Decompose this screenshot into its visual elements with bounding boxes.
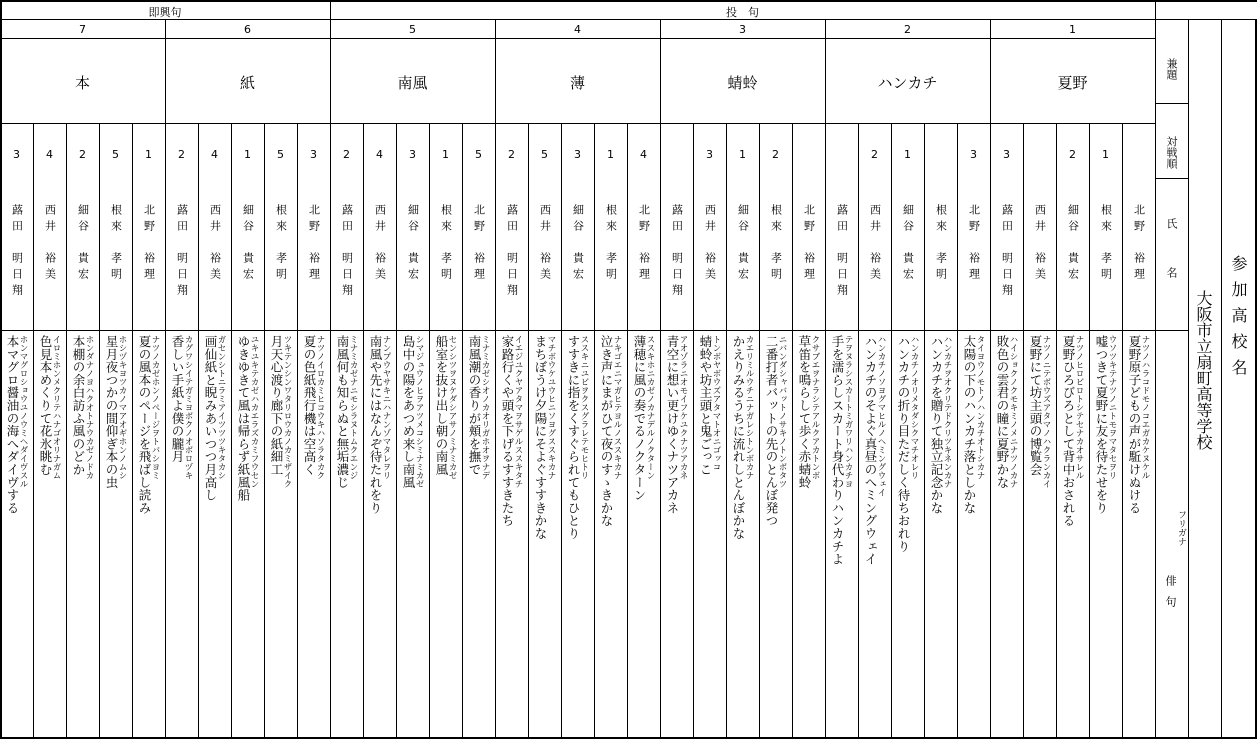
haiku-furigana: ススキニユビヲクスグラレテモヒトリ xyxy=(579,335,589,480)
haiku-furigana: ホンマグロショウユノウミヘダイヴスル xyxy=(18,335,28,488)
haiku-text: 二番打者バットの先のとんぼ発つ xyxy=(764,335,779,527)
haiku-text: 太陽の下のハンカチ落としかな xyxy=(962,335,977,515)
haiku-text: 本マグロ醤油の海へダイヴする xyxy=(5,335,20,515)
member-name: 北野 裕理 xyxy=(967,204,981,284)
haiku-text: まちぼうけ夕陽にそよぐすすきかな xyxy=(533,335,548,540)
grid-line xyxy=(429,123,430,739)
haiku-text: 南風潮の香りが頬を撫で xyxy=(467,335,482,476)
round-number: 1 xyxy=(1069,23,1076,36)
haiku-text: 本棚の余白訪ふ風のどか xyxy=(71,335,86,476)
battle-order: 4 xyxy=(46,148,53,161)
battle-order: 2 xyxy=(343,148,350,161)
grid-line xyxy=(297,123,298,739)
member-name: 西井 裕美 xyxy=(1033,204,1047,284)
grid-line xyxy=(693,123,694,739)
haiku-text: 嘘つきて夏野に友を待たせをり xyxy=(1094,335,1109,515)
battle-order: 3 xyxy=(409,148,416,161)
round-theme: 本 xyxy=(74,74,90,92)
grid-line xyxy=(627,123,628,739)
member-name: 蕗田 明日翔 xyxy=(505,204,519,300)
member-name: 細谷 貴宏 xyxy=(406,204,420,284)
grid-line xyxy=(1155,330,1188,331)
haiku-furigana: ホンダナノヨハクオトナウカゼノドカ xyxy=(84,335,94,480)
grid-line xyxy=(99,123,100,739)
haiku-furigana: ナツノニテボウズアタマノハクランカイ xyxy=(1041,335,1051,488)
grid-line xyxy=(165,19,166,739)
grid-line xyxy=(759,123,760,739)
round-theme: 紙 xyxy=(239,74,255,92)
haiku-furigana: ナツノカゼホンノページヲトバシヨミ xyxy=(150,335,160,480)
member-name: 西井 裕美 xyxy=(208,204,222,284)
member-name: 北野 裕理 xyxy=(1132,204,1146,284)
haiku-text: 香しい手紙よ僕の朧月 xyxy=(170,335,185,463)
grid-line xyxy=(957,123,958,739)
round-theme: ハンカチ xyxy=(877,74,938,92)
taisen-label: 対戦順 xyxy=(1165,136,1178,169)
battle-order: 2 xyxy=(772,148,779,161)
haiku-text: かえりみるうちに流れしとんぼかな xyxy=(731,335,746,540)
battle-order: 3 xyxy=(13,148,20,161)
grid-line xyxy=(924,123,925,739)
haiku-furigana: ホシヅキヨツカノマアオギホンノムシ xyxy=(117,335,127,480)
battle-order: 2 xyxy=(508,148,515,161)
battle-order: 3 xyxy=(1003,148,1010,161)
member-name: 蕗田 明日翔 xyxy=(835,204,849,300)
haiku-text: ハンカチの折り目ただしく待ちおれり xyxy=(896,335,911,553)
school-label: 参加高校名 xyxy=(1229,255,1248,385)
haiku-furigana: ガセンシトニラミアイツツツキタカシ xyxy=(216,335,226,480)
haiku-text: ゆきゆきて風は帰らず紙風船 xyxy=(236,335,251,502)
round-theme: 蜻蛉 xyxy=(727,74,758,92)
grid-line xyxy=(561,123,562,739)
haiku-text: ハンカチのそよぐ真昼のへミングウェイ xyxy=(863,335,878,566)
haiku-text: 草笛を鳴らして歩く赤蜻蛉 xyxy=(797,335,812,489)
haiku-text: 家路行くや頭を下げるすすきたち xyxy=(500,335,515,527)
battle-order: 3 xyxy=(970,148,977,161)
grid-line xyxy=(330,19,331,739)
member-name: 蕗田 明日翔 xyxy=(340,204,354,300)
shimei-label: 氏名 xyxy=(1165,218,1178,316)
battle-order: 5 xyxy=(541,148,548,161)
grid-line xyxy=(0,330,1155,331)
member-name: 根來 孝明 xyxy=(274,204,288,284)
haiku-text: 敗色の雲君の瞳に夏野かな xyxy=(995,335,1010,489)
member-name: 北野 裕理 xyxy=(307,204,321,284)
haiku-furigana: ナツノハラコドモノコエガカケヌケル xyxy=(1140,335,1150,480)
haiku-text: 色見本めくりて花氷眺む xyxy=(38,335,53,476)
grid-line xyxy=(462,123,463,739)
member-name: 根來 孝明 xyxy=(604,204,618,284)
grid-line xyxy=(1023,123,1024,739)
grid-line xyxy=(1122,123,1123,739)
grid-line xyxy=(792,123,793,739)
grid-line xyxy=(264,123,265,739)
battle-order: 2 xyxy=(178,148,185,161)
member-name: 細谷 貴宏 xyxy=(736,204,750,284)
haiku-furigana: タイヨウノモトノハンカチオトシカナ xyxy=(975,335,985,480)
grid-line xyxy=(660,19,661,739)
haiku-furigana: カグワシイテガミヨボクノオボロヅキ xyxy=(183,335,193,480)
haiku-furigana: マチボウケユウヒニソヨグススキカナ xyxy=(546,335,556,480)
member-name: 細谷 貴宏 xyxy=(241,204,255,284)
member-name: 蕗田 明日翔 xyxy=(1000,204,1014,300)
haiku-text: 南風や先にはなんぞ待たれをり xyxy=(368,335,383,515)
member-name: 西井 裕美 xyxy=(703,204,717,284)
round-number: 2 xyxy=(904,23,911,36)
haiku-furigana: シマジュウノヒヲアツメコシミナミカゼ xyxy=(414,335,424,488)
grid-line xyxy=(363,123,364,739)
grid-line xyxy=(0,0,2,739)
battle-order: 1 xyxy=(739,148,746,161)
member-name: 細谷 貴宏 xyxy=(76,204,90,284)
grid-line xyxy=(1056,123,1057,739)
haiku-text: 南風何も知らぬと無垢濃じ xyxy=(335,335,350,489)
member-name: 蕗田 明日翔 xyxy=(670,204,684,300)
grid-line xyxy=(594,123,595,739)
member-name: 西井 裕美 xyxy=(43,204,57,284)
haiku-furigana: ナンプウヤサキニハナンゾマタレヲリ xyxy=(381,335,391,480)
haiku-text: 夏野ひろびろとして背中おされる xyxy=(1061,335,1076,527)
haiku-text: 島中の陽をあつめ来し南風 xyxy=(401,335,416,489)
grid-line xyxy=(891,123,892,739)
furigana-label: フリガナ xyxy=(1176,510,1186,546)
haiku-furigana: ハイショクノクモキミノメニナツノカナ xyxy=(1008,335,1018,488)
member-name: 北野 裕理 xyxy=(142,204,156,284)
haiku-text: 薄穂に風の奏でるノクターン xyxy=(632,335,647,502)
battle-order: 4 xyxy=(211,148,218,161)
round-theme: 南風 xyxy=(397,74,428,92)
grid-line xyxy=(990,19,991,739)
haiku-text: 画仙紙と睨みあいつつ月高し xyxy=(203,335,218,502)
battle-order: 1 xyxy=(1102,148,1109,161)
haiku-furigana: ナツノヒロビロトシテセナカオサレル xyxy=(1074,335,1084,480)
haiku-label: 俳句 xyxy=(1164,575,1177,617)
member-name: 西井 裕美 xyxy=(538,204,552,284)
kendai-label: 兼題 xyxy=(1165,58,1178,80)
battle-order: 3 xyxy=(310,148,317,161)
haiku-furigana: カエリミルウチニナガレシトンボカナ xyxy=(744,335,754,480)
haiku-text: 夏の色紙飛行機は空高く xyxy=(302,335,317,476)
member-name: 根來 孝明 xyxy=(109,204,123,284)
grid-line xyxy=(0,123,1155,124)
grid-line xyxy=(66,123,67,739)
haiku-furigana: テヲヌラシスカートミガワリハンカチヨ xyxy=(843,335,853,488)
grid-line xyxy=(858,123,859,739)
battle-order: 4 xyxy=(376,148,383,161)
member-name: 細谷 貴宏 xyxy=(571,204,585,284)
battle-order: 2 xyxy=(1069,148,1076,161)
haiku-text: ハンカチを贈りて独立記念かな xyxy=(929,335,944,515)
haiku-text: 青空に想い更けゆくナツアカネ xyxy=(665,335,680,515)
haiku-furigana: ナキゴエニマガヒテヨルノススキカナ xyxy=(612,335,622,480)
member-name: 蕗田 明日翔 xyxy=(10,204,24,300)
haiku-text: 星月夜つかの間仰ぎ本の虫 xyxy=(104,335,119,489)
grid-line xyxy=(825,19,826,739)
round-theme: 薄 xyxy=(569,74,585,92)
member-name: 細谷 貴宏 xyxy=(901,204,915,284)
grid-line xyxy=(1221,19,1222,739)
battle-order: 1 xyxy=(442,148,449,161)
member-name: 北野 裕理 xyxy=(637,204,651,284)
member-name: 根來 孝明 xyxy=(934,204,948,284)
sokkyo-label: 即興句 xyxy=(148,6,182,19)
grid-line xyxy=(528,123,529,739)
haiku-text: 手を濡らしスカート身代わりハンカチよ xyxy=(830,335,845,566)
haiku-furigana: アオゾラニオモイフケユクナツアカネ xyxy=(678,335,688,480)
haiku-furigana: センシツヲヌケダシアサノミナミカゼ xyxy=(447,335,457,480)
haiku-furigana: ハンカチノソヨグマヒルノヘミングウェイ xyxy=(876,335,886,497)
member-name: 西井 裕美 xyxy=(868,204,882,284)
grid-line xyxy=(1188,19,1189,739)
battle-order: 1 xyxy=(904,148,911,161)
grid-line xyxy=(1155,103,1188,104)
haiku-furigana: イロミホンメクリテハナゴオリナガム xyxy=(51,335,61,480)
grid-line xyxy=(396,123,397,739)
battle-order: 2 xyxy=(871,148,878,161)
haiku-furigana: ハンカチノオリメタダシクマチオレリ xyxy=(909,335,919,480)
haiku-furigana: ミナミカゼシオノカオリガホオヲナデ xyxy=(480,335,490,480)
battle-order: 1 xyxy=(607,148,614,161)
school-name: 大阪市立扇町高等学校 xyxy=(1194,290,1213,450)
haiku-text: 船室を抜け出し朝の南風 xyxy=(434,335,449,476)
haiku-text: 夏野にて坊主頭の博覧会 xyxy=(1028,335,1043,476)
member-name: 根來 孝明 xyxy=(1099,204,1113,284)
grid-line xyxy=(726,123,727,739)
battle-order: 4 xyxy=(640,148,647,161)
haiku-furigana: ツキテンシンワタリロウカノカミザイク xyxy=(282,335,292,488)
grid-line xyxy=(33,123,34,739)
battle-order: 1 xyxy=(244,148,251,161)
member-name: 北野 裕理 xyxy=(802,204,816,284)
member-name: 北野 裕理 xyxy=(472,204,486,284)
haiku-text: 泣き声にまがひて夜のすゝきかな xyxy=(599,335,614,527)
round-theme: 夏野 xyxy=(1057,74,1088,92)
member-name: 蕗田 明日翔 xyxy=(175,204,189,300)
haiku-furigana: ミナミカゼナニモシラヌトムクエンジ xyxy=(348,335,358,480)
grid-line xyxy=(1155,19,1257,20)
member-name: 根來 孝明 xyxy=(769,204,783,284)
haiku-furigana: ユキユキテカゼハカエラズカミフウセン xyxy=(249,335,259,488)
grid-line xyxy=(231,123,232,739)
haiku-furigana: イエジユクヤアタマヲサゲルススキタチ xyxy=(513,335,523,488)
grid-line xyxy=(0,0,1257,2)
member-name: 西井 裕美 xyxy=(373,204,387,284)
haiku-furigana: ハンカチヲオクリテドクリツキネンカナ xyxy=(942,335,952,488)
battle-order: 5 xyxy=(475,148,482,161)
member-name: 根來 孝明 xyxy=(439,204,453,284)
grid-line xyxy=(1155,0,1156,739)
battle-order: 2 xyxy=(79,148,86,161)
haiku-text: すすきに指をくすぐられてもひとり xyxy=(566,335,581,540)
battle-order: 5 xyxy=(112,148,119,161)
haiku-furigana: ニバンダシャバットノサキノトンボタツ xyxy=(777,335,787,488)
battle-order: 1 xyxy=(145,148,152,161)
grid-line xyxy=(1089,123,1090,739)
battle-order: 5 xyxy=(277,148,284,161)
grid-line xyxy=(1155,178,1188,179)
battle-order: 3 xyxy=(706,148,713,161)
toku-label: 投 句 xyxy=(726,6,759,19)
haiku-text: 月天心渡り廊下の紙細工 xyxy=(269,335,284,476)
member-name: 細谷 貴宏 xyxy=(1066,204,1080,284)
grid-line xyxy=(198,123,199,739)
haiku-furigana: ウソツキテナツノニトモヲマタセヲリ xyxy=(1107,335,1117,480)
round-number: 6 xyxy=(244,23,251,36)
haiku-text: 夏の風本のページを飛ばし読み xyxy=(137,335,152,515)
round-number: 5 xyxy=(409,23,416,36)
grid-line xyxy=(132,123,133,739)
grid-line xyxy=(495,19,496,739)
haiku-text: 夏野原子どもの声が駈けぬける xyxy=(1127,335,1142,515)
haiku-text: 蜻蛉や坊主頭と鬼ごっこ xyxy=(698,335,713,476)
haiku-furigana: トンボヤボウズアタマトオニゴッコ xyxy=(711,335,721,471)
haiku-furigana: ナツノイロカミヒコウキハソラタカク xyxy=(315,335,325,480)
round-number: 4 xyxy=(574,23,581,36)
haiku-furigana: クサブエヲナラシテアルクアカトンボ xyxy=(810,335,820,480)
grid-line xyxy=(0,38,1155,39)
battle-order: 3 xyxy=(574,148,581,161)
haiku-furigana: ススキホニカゼノカナデルノクターン xyxy=(645,335,655,480)
round-number: 7 xyxy=(79,23,86,36)
round-number: 3 xyxy=(739,23,746,36)
